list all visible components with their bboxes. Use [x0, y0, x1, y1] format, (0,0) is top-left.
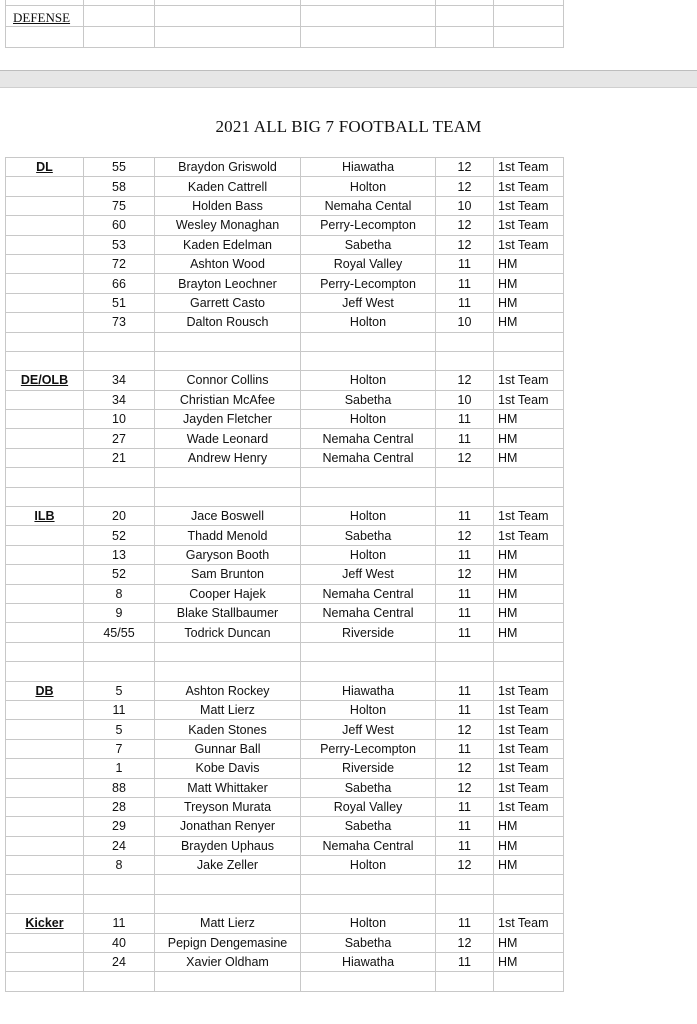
jersey-number: 24 — [84, 836, 155, 855]
table-row — [6, 448, 564, 467]
position-heading: DE/OLB — [6, 371, 84, 390]
school-name: Nemaha Central — [301, 448, 436, 467]
jersey-number: 45/55 — [84, 623, 155, 642]
jersey-number: 60 — [84, 216, 155, 235]
school-name: Holton — [301, 914, 436, 933]
honor-status: HM — [494, 293, 564, 312]
grade: 11 — [436, 681, 494, 700]
player-name: Kaden Edelman — [155, 235, 301, 254]
school-name: Riverside — [301, 623, 436, 642]
table-row — [6, 177, 564, 196]
grade: 10 — [436, 196, 494, 215]
jersey-number: 8 — [84, 856, 155, 875]
school-name: Hiawatha — [301, 158, 436, 177]
honor-status: HM — [494, 623, 564, 642]
grade: 11 — [436, 623, 494, 642]
school-name: Hiawatha — [301, 681, 436, 700]
school-name: Nemaha Cental — [301, 196, 436, 215]
honor-status: 1st Team — [494, 739, 564, 758]
grade: 11 — [436, 274, 494, 293]
grade: 10 — [436, 313, 494, 332]
table-row — [6, 429, 564, 448]
jersey-number: 55 — [84, 158, 155, 177]
grade: 12 — [436, 235, 494, 254]
honor-status: HM — [494, 584, 564, 603]
grade: 12 — [436, 448, 494, 467]
table-row — [6, 507, 564, 526]
player-name: Connor Collins — [155, 371, 301, 390]
honor-status: HM — [494, 274, 564, 293]
honor-status: HM — [494, 565, 564, 584]
table-row — [6, 797, 564, 816]
table-row — [6, 933, 564, 952]
table-row — [6, 196, 564, 215]
school-name: Sabetha — [301, 235, 436, 254]
position-heading: DL — [6, 158, 84, 177]
grade: 11 — [436, 429, 494, 448]
player-name: Jayden Fletcher — [155, 410, 301, 429]
grade: 12 — [436, 933, 494, 952]
table-row — [6, 293, 564, 312]
table-row — [6, 565, 564, 584]
school-name: Holton — [301, 313, 436, 332]
grade: 12 — [436, 158, 494, 177]
grade: 12 — [436, 526, 494, 545]
honor-status: 1st Team — [494, 507, 564, 526]
player-name: Xavier Oldham — [155, 953, 301, 972]
jersey-number: 58 — [84, 177, 155, 196]
honor-status: 1st Team — [494, 177, 564, 196]
grade: 11 — [436, 603, 494, 622]
table-row — [6, 836, 564, 855]
jersey-number: 51 — [84, 293, 155, 312]
school-name: Holton — [301, 177, 436, 196]
jersey-number: 34 — [84, 390, 155, 409]
honor-status: 1st Team — [494, 700, 564, 719]
player-name: Ashton Wood — [155, 254, 301, 273]
jersey-number: 11 — [84, 914, 155, 933]
spacer-row — [6, 487, 564, 506]
player-name: Cooper Hajek — [155, 584, 301, 603]
grade: 12 — [436, 856, 494, 875]
player-name: Kaden Cattrell — [155, 177, 301, 196]
jersey-number: 24 — [84, 953, 155, 972]
table-row — [6, 27, 564, 48]
jersey-number: 88 — [84, 778, 155, 797]
honor-status: HM — [494, 313, 564, 332]
grade: 12 — [436, 565, 494, 584]
school-name: Riverside — [301, 759, 436, 778]
page-title: 2021 ALL BIG 7 FOOTBALL TEAM — [215, 117, 482, 136]
school-name: Holton — [301, 410, 436, 429]
jersey-number: 66 — [84, 274, 155, 293]
jersey-number: 53 — [84, 235, 155, 254]
spacer-row — [6, 351, 564, 370]
grade: 11 — [436, 293, 494, 312]
school-name: Jeff West — [301, 293, 436, 312]
spacer-row — [6, 972, 564, 991]
player-name: Jonathan Renyer — [155, 817, 301, 836]
table-row — [6, 526, 564, 545]
player-name: Ashton Rockey — [155, 681, 301, 700]
jersey-number: 34 — [84, 371, 155, 390]
school-name: Sabetha — [301, 817, 436, 836]
grade: 12 — [436, 720, 494, 739]
previous-page-table — [5, 0, 564, 48]
table-row — [6, 700, 564, 719]
jersey-number: 20 — [84, 507, 155, 526]
table-row — [6, 914, 564, 933]
school-name: Hiawatha — [301, 953, 436, 972]
honor-status: HM — [494, 448, 564, 467]
table-row — [6, 390, 564, 409]
player-name: Pepign Dengemasine — [155, 933, 301, 952]
grade: 11 — [436, 739, 494, 758]
school-name: Perry-Lecompton — [301, 274, 436, 293]
school-name: Royal Valley — [301, 797, 436, 816]
grade: 11 — [436, 410, 494, 429]
honor-status: 1st Team — [494, 914, 564, 933]
school-name: Holton — [301, 856, 436, 875]
player-name: Matt Lierz — [155, 700, 301, 719]
player-name: Christian McAfee — [155, 390, 301, 409]
grade: 12 — [436, 778, 494, 797]
honor-status: 1st Team — [494, 681, 564, 700]
player-name: Matt Whittaker — [155, 778, 301, 797]
jersey-number: 73 — [84, 313, 155, 332]
player-name: Blake Stallbaumer — [155, 603, 301, 622]
school-name: Nemaha Central — [301, 836, 436, 855]
honor-status: HM — [494, 836, 564, 855]
player-name: Matt Lierz — [155, 914, 301, 933]
jersey-number: 21 — [84, 448, 155, 467]
honor-status: 1st Team — [494, 797, 564, 816]
honor-status: 1st Team — [494, 720, 564, 739]
grade: 12 — [436, 759, 494, 778]
table-row — [6, 953, 564, 972]
player-name: Dalton Rousch — [155, 313, 301, 332]
player-name: Jace Boswell — [155, 507, 301, 526]
jersey-number: 5 — [84, 720, 155, 739]
school-name: Perry-Lecompton — [301, 739, 436, 758]
grade: 12 — [436, 177, 494, 196]
player-name: Gunnar Ball — [155, 739, 301, 758]
school-name: Royal Valley — [301, 254, 436, 273]
table-row — [6, 313, 564, 332]
grade: 11 — [436, 817, 494, 836]
jersey-number: 52 — [84, 565, 155, 584]
school-name: Sabetha — [301, 526, 436, 545]
player-name: Thadd Menold — [155, 526, 301, 545]
honor-status: HM — [494, 429, 564, 448]
honor-status: HM — [494, 817, 564, 836]
table-row — [6, 371, 564, 390]
position-heading: Kicker — [6, 914, 84, 933]
grade: 11 — [436, 584, 494, 603]
school-name: Nemaha Central — [301, 584, 436, 603]
position-heading: DB — [6, 681, 84, 700]
player-name: Brayton Leochner — [155, 274, 301, 293]
player-name: Braydon Griswold — [155, 158, 301, 177]
table-row — [6, 545, 564, 564]
table-row — [6, 681, 564, 700]
grade: 11 — [436, 545, 494, 564]
grade: 12 — [436, 216, 494, 235]
table-row — [6, 603, 564, 622]
grade: 11 — [436, 836, 494, 855]
table-row — [6, 759, 564, 778]
honor-status: HM — [494, 603, 564, 622]
table-row — [6, 158, 564, 177]
spacer-row — [6, 642, 564, 661]
spacer-row — [6, 894, 564, 913]
table-row — [6, 856, 564, 875]
jersey-number: 13 — [84, 545, 155, 564]
jersey-number: 27 — [84, 429, 155, 448]
jersey-number: 40 — [84, 933, 155, 952]
school-name: Holton — [301, 700, 436, 719]
jersey-number: 72 — [84, 254, 155, 273]
grade: 11 — [436, 953, 494, 972]
jersey-number: 9 — [84, 603, 155, 622]
table-row — [6, 274, 564, 293]
jersey-number: 52 — [84, 526, 155, 545]
school-name: Perry-Lecompton — [301, 216, 436, 235]
jersey-number: 1 — [84, 759, 155, 778]
honor-status: HM — [494, 254, 564, 273]
table-row — [6, 6, 564, 27]
school-name: Holton — [301, 371, 436, 390]
honor-status: 1st Team — [494, 216, 564, 235]
spacer-row — [6, 875, 564, 894]
table-row — [6, 410, 564, 429]
jersey-number: 8 — [84, 584, 155, 603]
honor-status: 1st Team — [494, 371, 564, 390]
table-row — [6, 817, 564, 836]
player-name: Wesley Monaghan — [155, 216, 301, 235]
player-name: Andrew Henry — [155, 448, 301, 467]
spacer-row — [6, 468, 564, 487]
grade: 11 — [436, 797, 494, 816]
grade: 11 — [436, 507, 494, 526]
school-name: Nemaha Central — [301, 429, 436, 448]
roster-table — [5, 157, 564, 992]
jersey-number: 29 — [84, 817, 155, 836]
player-name: Garyson Booth — [155, 545, 301, 564]
school-name: Jeff West — [301, 565, 436, 584]
honor-status: 1st Team — [494, 759, 564, 778]
grade: 12 — [436, 371, 494, 390]
honor-status: 1st Team — [494, 158, 564, 177]
table-row — [6, 623, 564, 642]
spacer-row — [6, 332, 564, 351]
grade: 11 — [436, 700, 494, 719]
grade: 11 — [436, 254, 494, 273]
player-name: Jake Zeller — [155, 856, 301, 875]
player-name: Todrick Duncan — [155, 623, 301, 642]
grade: 10 — [436, 390, 494, 409]
honor-status: 1st Team — [494, 526, 564, 545]
player-name: Kobe Davis — [155, 759, 301, 778]
table-row — [6, 720, 564, 739]
spacer-row — [6, 662, 564, 681]
honor-status: HM — [494, 933, 564, 952]
honor-status: 1st Team — [494, 390, 564, 409]
jersey-number: 11 — [84, 700, 155, 719]
school-name: Jeff West — [301, 720, 436, 739]
player-name: Brayden Uphaus — [155, 836, 301, 855]
honor-status: HM — [494, 545, 564, 564]
table-row — [6, 739, 564, 758]
position-heading: ILB — [6, 507, 84, 526]
grade: 11 — [436, 914, 494, 933]
school-name: Sabetha — [301, 778, 436, 797]
jersey-number: 10 — [84, 410, 155, 429]
table-row — [6, 235, 564, 254]
honor-status: HM — [494, 856, 564, 875]
table-row — [6, 778, 564, 797]
table-row — [6, 254, 564, 273]
player-name: Garrett Casto — [155, 293, 301, 312]
jersey-number: 5 — [84, 681, 155, 700]
table-row — [6, 216, 564, 235]
jersey-number: 75 — [84, 196, 155, 215]
school-name: Nemaha Central — [301, 603, 436, 622]
player-name: Sam Brunton — [155, 565, 301, 584]
jersey-number: 7 — [84, 739, 155, 758]
honor-status: HM — [494, 410, 564, 429]
honor-status: 1st Team — [494, 196, 564, 215]
honor-status: 1st Team — [494, 235, 564, 254]
defense-heading: DEFENSE — [6, 6, 84, 27]
jersey-number: 28 — [84, 797, 155, 816]
table-row — [6, 584, 564, 603]
honor-status: 1st Team — [494, 778, 564, 797]
school-name: Holton — [301, 545, 436, 564]
player-name: Treyson Murata — [155, 797, 301, 816]
page-break — [0, 70, 697, 88]
honor-status: HM — [494, 953, 564, 972]
player-name: Kaden Stones — [155, 720, 301, 739]
school-name: Sabetha — [301, 933, 436, 952]
player-name: Wade Leonard — [155, 429, 301, 448]
player-name: Holden Bass — [155, 196, 301, 215]
school-name: Sabetha — [301, 390, 436, 409]
school-name: Holton — [301, 507, 436, 526]
